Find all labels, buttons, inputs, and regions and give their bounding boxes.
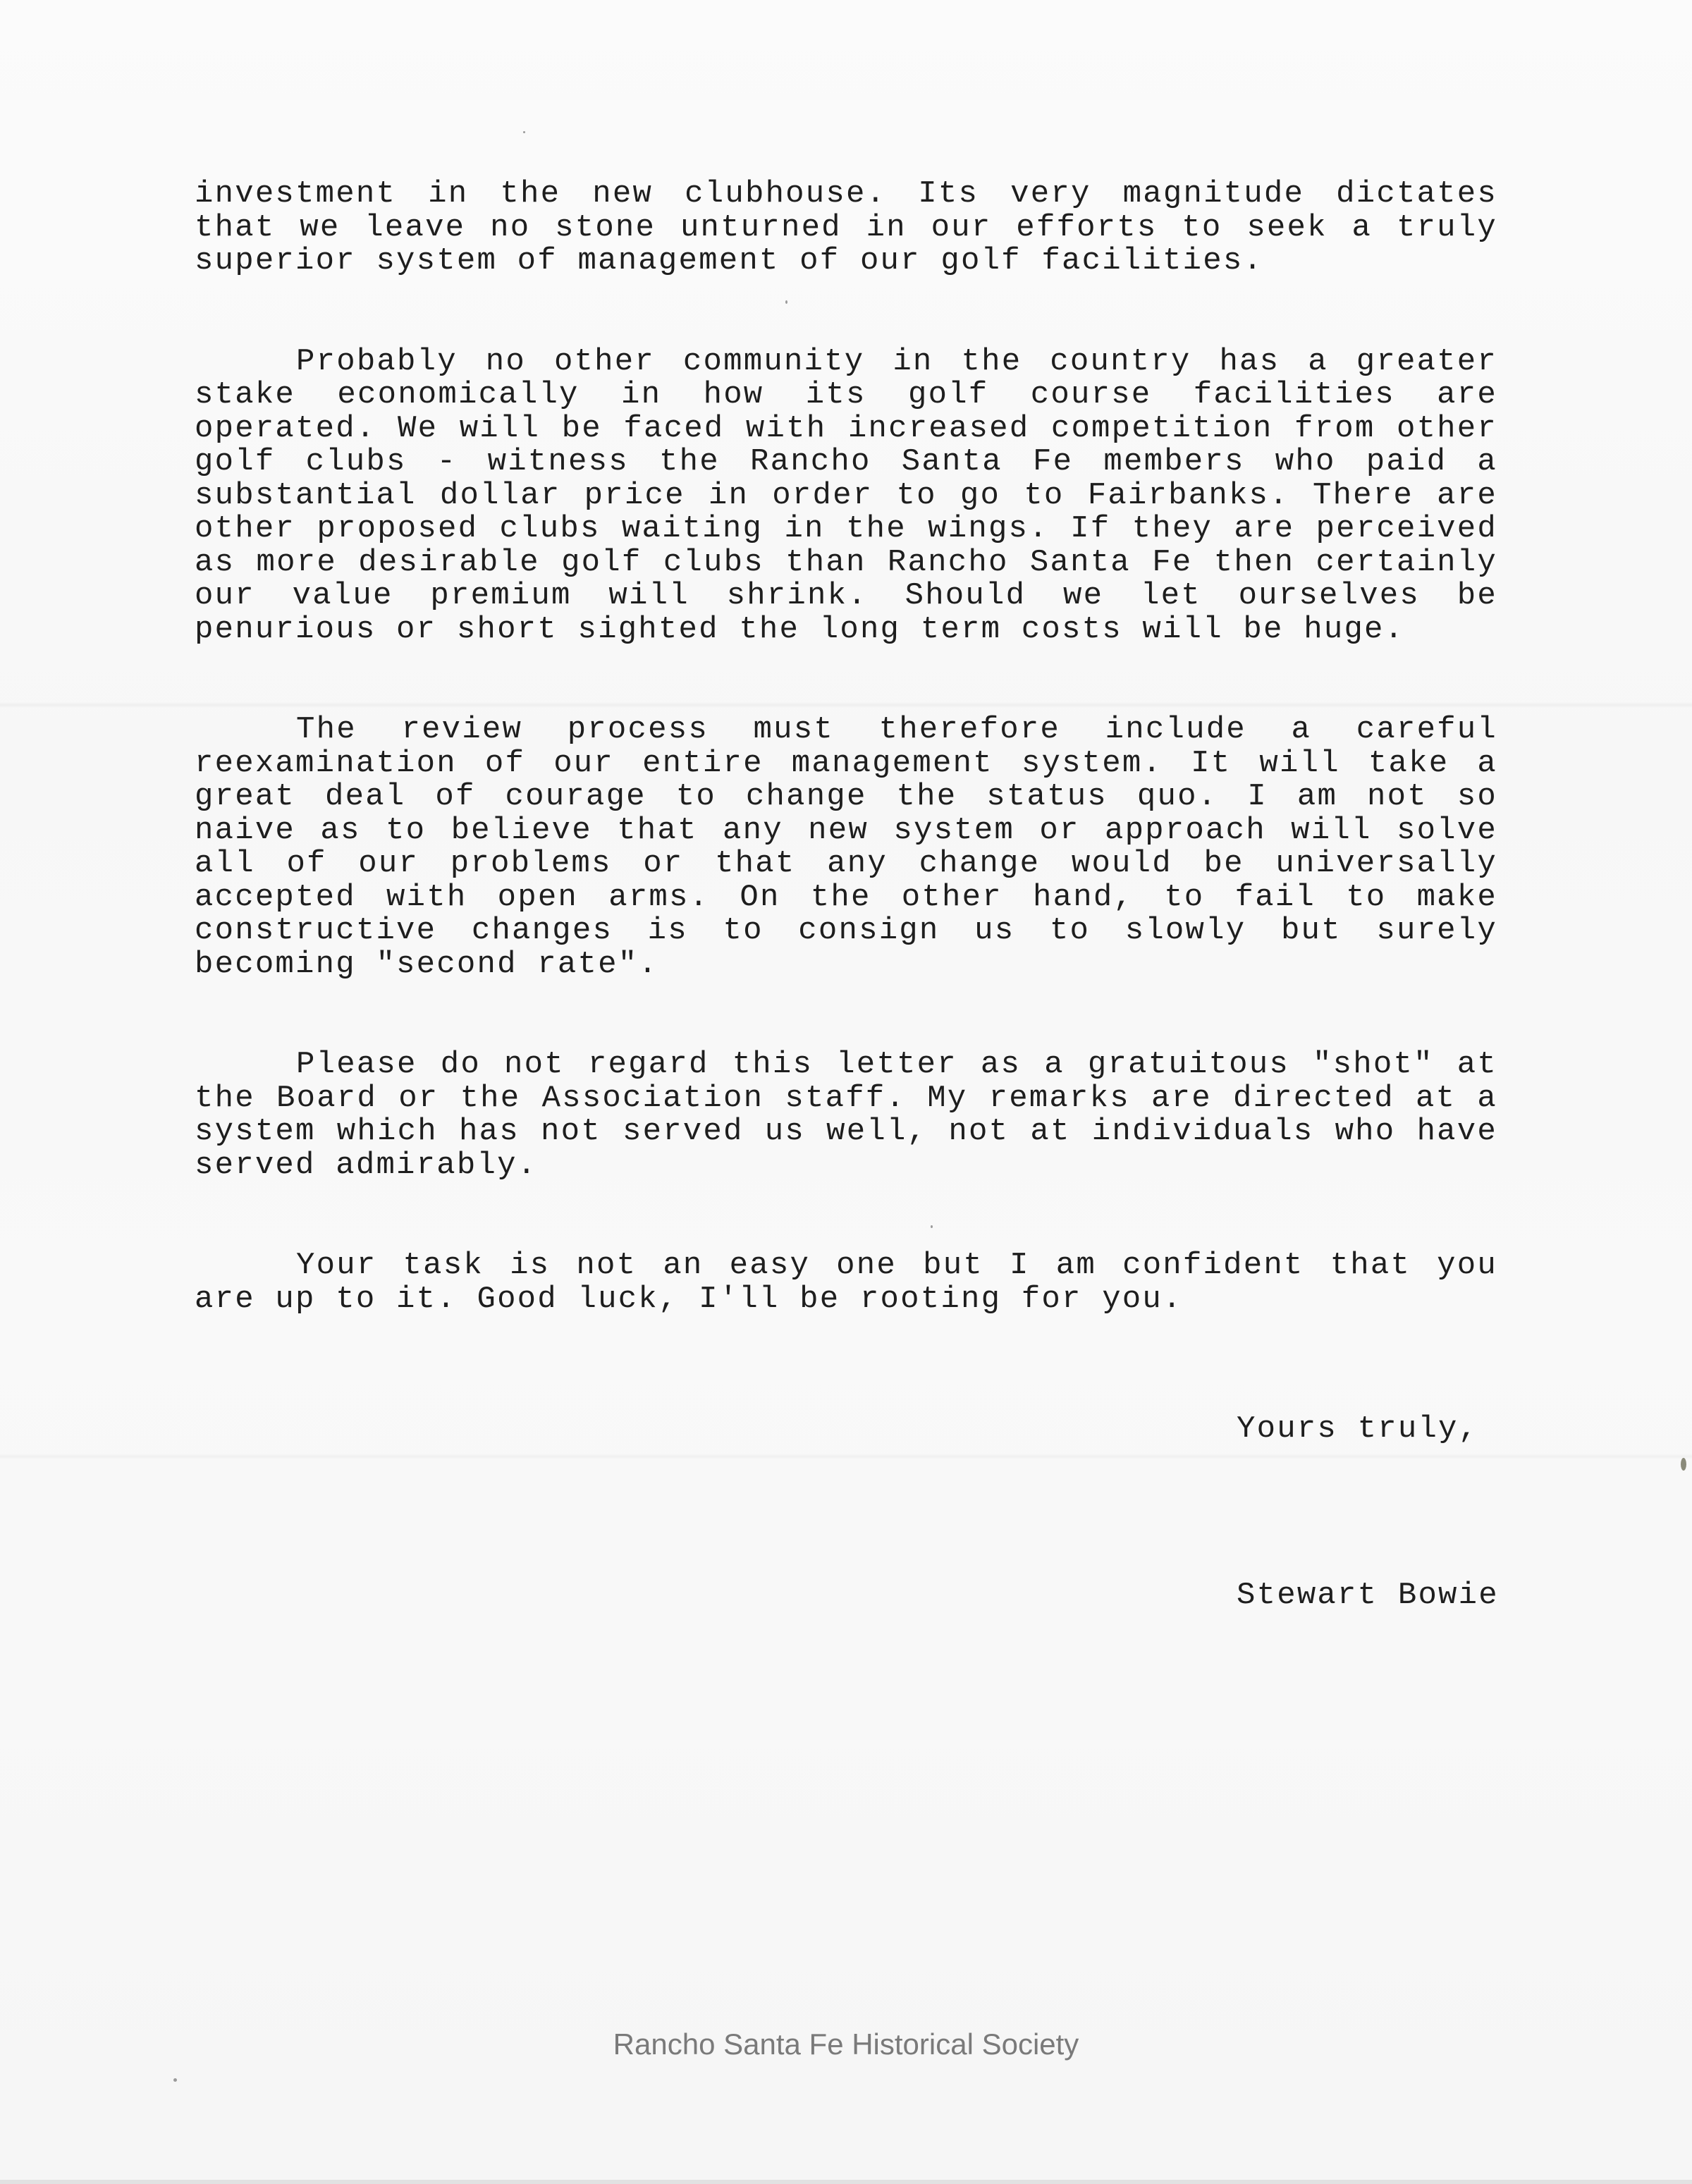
archive-watermark: Rancho Santa Fe Historical Society	[613, 2027, 1079, 2061]
letter-paragraph-4: Please do not regard this letter as a gratuitous "shot" at the Board or the Association staff. My remarks are directed at a system which has not served us well, not at individuals who have served admirably.	[195, 1047, 1497, 1183]
paper-speck	[523, 131, 525, 133]
letter-closing: Yours truly,	[1237, 1411, 1479, 1447]
paper-speck	[173, 2078, 177, 2082]
letter-paragraph-1: investment in the new clubhouse. Its very magnitude dictates that we leave no stone unturned in our efforts to seek a truly superior system of management of our golf facilities.	[195, 176, 1497, 278]
scan-edge	[0, 2180, 1692, 2184]
letter-paragraph-2: Probably no other community in the country has a greater stake economically in how its golf course facilities are operated. We will be faced with increased competition from other golf clubs - witness the Rancho Santa Fe members who paid a substantial dollar price in order to go to Fairbanks. There are other proposed clubs waiting in the wings. If they are perceived as more desirable golf clubs than Rancho Santa Fe then certainly our value premium will shrink. Should we let ourselves be penurious or short sighted the long term costs will be huge.	[195, 343, 1497, 647]
letter-paragraph-5: Your task is not an easy one but I am confident that you are up to it. Good luck, I'll be rooting for you.	[195, 1248, 1497, 1317]
paper-fold-line	[0, 1454, 1692, 1459]
paper-speck	[1681, 1458, 1686, 1471]
letter-paragraph-3: The review process must therefore include a careful reexamination of our entire management system. It will take a great deal of courage to change the status quo. I am not so naive as to believe that any new system or approach will solve all of our problems or that any change would be universally accepted with open arms. On the other hand, to fail to make constructive changes is to consign us to slowly but surely becoming "second rate".	[195, 712, 1497, 982]
letter-signature: Stewart Bowie	[1237, 1578, 1499, 1613]
letter-body	[195, 178, 1497, 1383]
